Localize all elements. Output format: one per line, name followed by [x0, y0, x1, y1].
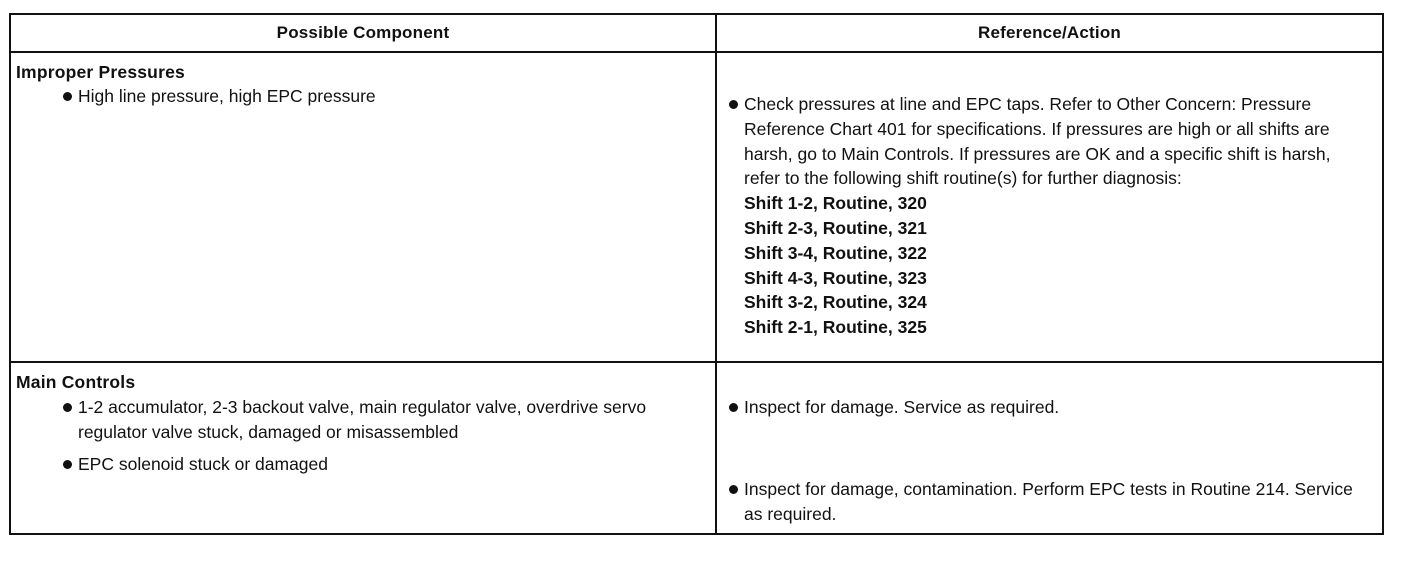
action-cell — [716, 52, 1383, 362]
action-cell — [716, 362, 1383, 534]
action-text: Check pressures at line and EPC taps. Refer to Other Concern: Pressure Reference Chart 401 for specifications. If pressures are high or all shifts are harsh, go to Main Controls. If pressures are OK and a specific shift is harsh, refer to the following shift routine(s) for further diagnosis: — [744, 94, 1331, 189]
bullet-icon — [63, 460, 72, 469]
table-row — [10, 362, 1383, 534]
component-cell — [10, 362, 716, 534]
routine-list — [717, 191, 1382, 340]
component-text: 1-2 accumulator, 2-3 backout valve, main regulator valve, overdrive servo regulator valve stuck, damaged or misassembled — [78, 397, 647, 442]
action-item — [717, 477, 1382, 527]
routine-line: Shift 1-2, Routine, 320 — [744, 193, 927, 214]
header-row — [10, 14, 1383, 52]
bullet-icon — [63, 403, 72, 412]
header-possible-component: Possible Component — [10, 14, 716, 52]
bullet-icon — [63, 92, 72, 101]
action-text: Inspect for damage, contamination. Perform EPC tests in Routine 214. Service as required. — [744, 478, 1353, 524]
action-text: Inspect for damage. Service as required. — [744, 397, 1060, 417]
header-reference-action: Reference/Action — [716, 14, 1383, 52]
bullet-icon — [729, 403, 738, 412]
diagnosis-table — [9, 13, 1384, 535]
component-text: EPC solenoid stuck or damaged — [78, 453, 328, 474]
component-text: High line pressure, high EPC pressure — [78, 86, 376, 106]
bullet-icon — [729, 100, 738, 109]
routine-line: Shift 3-2, Routine, 324 — [744, 292, 927, 313]
action-item — [717, 92, 1382, 191]
routine-line: Shift 4-3, Routine, 323 — [744, 267, 927, 288]
component-item — [11, 452, 715, 477]
component-item — [11, 84, 715, 109]
section-title: Main Controls — [16, 372, 136, 392]
routine-line: Shift 2-3, Routine, 321 — [744, 217, 927, 238]
routine-line: Shift 2-1, Routine, 325 — [744, 317, 927, 338]
action-item — [717, 395, 1382, 420]
component-cell — [10, 52, 716, 362]
component-item — [11, 395, 715, 445]
table-row — [10, 52, 1383, 362]
section-title: Improper Pressures — [16, 62, 185, 82]
bullet-icon — [729, 485, 738, 494]
routine-line: Shift 3-4, Routine, 322 — [744, 242, 927, 263]
